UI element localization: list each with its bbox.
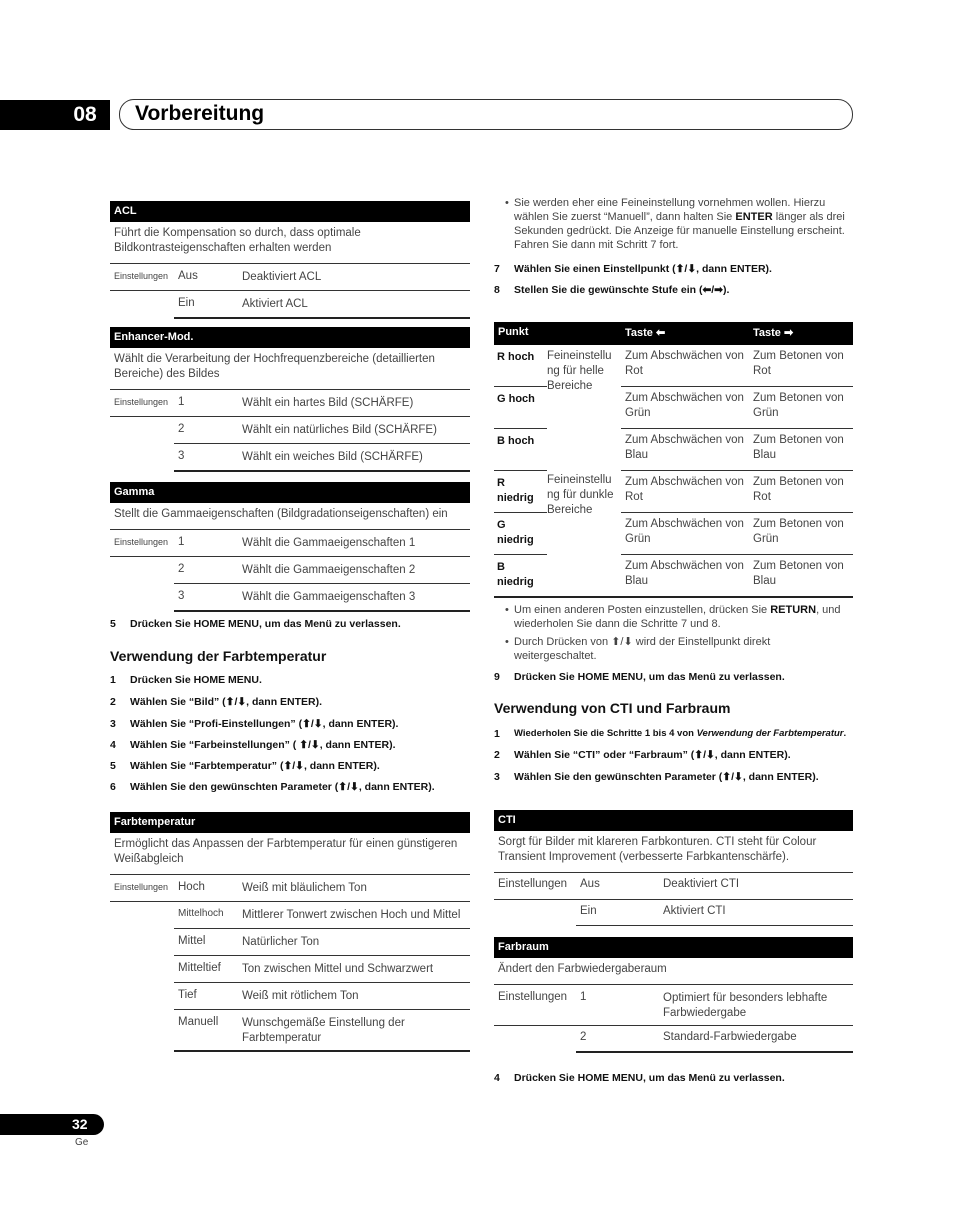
step-number: 3: [494, 771, 500, 783]
table-header: Gamma: [110, 482, 470, 503]
table-row: [494, 873, 853, 900]
language-code: Ge: [75, 1137, 89, 1148]
table-description: Führt die Kompensation so durch, dass optimale Bildkontrasteigenschaften erhalten werden: [110, 222, 470, 264]
farbraum-table: [494, 937, 853, 1053]
setting-description: Mittlerer Tonwert zwischen Hoch und Mittel: [242, 909, 461, 921]
column-header: Taste ⬅: [625, 327, 666, 339]
settings-label: Einstellungen: [498, 878, 568, 890]
setting-value: 1: [580, 991, 587, 1003]
cell: Zum Abschwächen von Blau: [625, 560, 744, 587]
row-key: B hoch: [497, 435, 535, 447]
step-text: Wählen Sie den gewünschten Parameter (⬆/⬇, dann ENTER).: [130, 781, 435, 793]
section-heading: Verwendung von CTI und Farbraum: [494, 700, 731, 716]
cell: Zum Betonen von Grün: [753, 518, 844, 545]
setting-value: 3: [178, 590, 185, 602]
cell: Zum Abschwächen von Rot: [625, 476, 744, 503]
settings-label: Einstellungen: [114, 271, 169, 281]
step-number: 5: [110, 760, 116, 772]
bullet-text: Sie werden eher eine Feineinstellung vornehmen wollen. Hierzu wählen Sie zuerst “Manuell”, dann halten Sie: [514, 197, 826, 223]
table-row: [174, 291, 470, 319]
step-text: Stellen Sie die gewünschte Stufe ein (⬅/➡).: [514, 284, 730, 296]
setting-description: Aktiviert ACL: [242, 298, 308, 310]
setting-value: Aus: [178, 270, 198, 282]
cell: Zum Betonen von Blau: [753, 434, 844, 461]
setting-value: 2: [580, 1031, 587, 1043]
setting-description: Weiß mit bläulichem Ton: [242, 882, 367, 894]
table-description: Stellt die Gammaeigenschaften (Bildgradationseigenschaften) ein: [110, 503, 470, 530]
step-number: 7: [494, 263, 500, 275]
farbtemperatur-table: [110, 812, 470, 1052]
cell: Zum Betonen von Rot: [753, 476, 844, 503]
table-row: [110, 530, 470, 557]
table-description: Ändert den Farbwiedergaberaum: [494, 958, 853, 985]
page-number-tab: [0, 1114, 104, 1135]
table-header: Farbraum: [494, 937, 853, 958]
setting-description: Aktiviert CTI: [663, 905, 726, 917]
setting-value: Tief: [178, 989, 197, 1001]
setting-description: Wählt ein weiches Bild (SCHÄRFE): [242, 451, 423, 463]
setting-description: Natürlicher Ton: [242, 936, 320, 948]
acl-table: [110, 201, 470, 319]
step-text: Wählen Sie “CTI” oder “Farbraum” (⬆/⬇, dann ENTER).: [514, 749, 791, 761]
setting-value: Ein: [178, 297, 195, 309]
setting-value: Ein: [580, 905, 597, 917]
step-number: 3: [110, 718, 116, 730]
table-header: CTI: [494, 810, 853, 831]
table-row: [576, 1026, 853, 1053]
step-number: 5: [110, 618, 116, 630]
step-text: Wählen Sie einen Einstellpunkt (⬆/⬇, dann ENTER).: [514, 263, 772, 275]
setting-value: 1: [178, 536, 185, 548]
table-description: Ermöglicht das Anpassen der Farbtemperatur für einen günstigeren Weißabgleich: [110, 833, 470, 875]
section-heading: Verwendung der Farbtemperatur: [110, 648, 327, 664]
row-key: R hoch: [497, 351, 535, 363]
step-text: Drücken Sie HOME MENU, um das Menü zu verlassen.: [514, 1072, 785, 1084]
step-number: 8: [494, 284, 500, 296]
step-text: Drücken Sie HOME MENU, um das Menü zu verlassen.: [130, 618, 401, 630]
setting-value: Mittel: [178, 935, 206, 947]
table-header: Farbtemperatur: [110, 812, 470, 833]
setting-description: Deaktiviert CTI: [663, 878, 740, 890]
enhancer-table: [110, 327, 470, 472]
setting-description: Standard-Farbwiedergabe: [663, 1031, 797, 1043]
gamma-table: [110, 482, 470, 612]
step-number: 1: [494, 728, 500, 740]
table-row: [174, 417, 470, 444]
setting-description: Weiß mit rötlichem Ton: [242, 990, 359, 1002]
setting-description: Wunschgemäße Einstellung der Farbtemperatur: [242, 1017, 405, 1044]
bullet-text: Durch Drücken von ⬆/⬇ wird der Einstellpunkt direkt weitergeschaltet.: [514, 636, 771, 662]
table-row: [174, 929, 470, 956]
step-text: Wählen Sie “Profi-Einstellungen” (⬆/⬇, dann ENTER).: [130, 718, 399, 730]
step-text: Wählen Sie “Bild” (⬆/⬇, dann ENTER).: [130, 696, 323, 708]
setting-description: Optimiert für besonders lebhafte Farbwiedergabe: [663, 992, 828, 1019]
settings-label: Einstellungen: [114, 397, 169, 407]
table-row: [576, 900, 853, 926]
setting-value: Manuell: [178, 1016, 219, 1028]
setting-value: Hoch: [178, 881, 205, 893]
step-text: Wählen Sie “Farbeinstellungen” ( ⬆/⬇, dann ENTER).: [130, 739, 396, 751]
step-number: 2: [494, 749, 500, 761]
table-row: [174, 983, 470, 1010]
setting-description: Ton zwischen Mittel und Schwarzwert: [242, 963, 434, 975]
setting-value: Mitteltief: [178, 962, 221, 974]
group-cell: Feineinstellu ng für dunkle Bereiche: [547, 470, 621, 594]
row-key: B niedrig: [497, 561, 534, 588]
bullet-bold: ENTER: [735, 211, 773, 223]
table-description: Sorgt für Bilder mit klareren Farbkonturen. CTI steht für Colour Transient Improvement (verbesserte Farbkantenschärfe).: [494, 831, 853, 873]
settings-label: Einstellungen: [114, 882, 169, 892]
step-text: Drücken Sie HOME MENU, um das Menü zu verlassen.: [514, 671, 785, 683]
step-text: Wiederholen Sie die Schritte 1 bis 4 von: [514, 728, 697, 739]
step-number: 2: [110, 696, 116, 708]
row-key: R niedrig: [497, 477, 534, 504]
setting-value: 2: [178, 563, 185, 575]
bullet-text: länger als drei Sekunden gedrückt. Die Anzeige für manuelle Einstellung erscheint. Fahren Sie dann mit Schritt 7 fort.: [514, 211, 845, 251]
setting-description: Wählt die Gammaeigenschaften 1: [242, 537, 416, 549]
setting-description: Wählt ein natürliches Bild (SCHÄRFE): [242, 424, 437, 436]
table-row: [174, 956, 470, 983]
step-number: 9: [494, 671, 500, 683]
step-text: Wählen Sie den gewünschten Parameter (⬆/⬇, dann ENTER).: [514, 771, 819, 783]
table-row: [174, 584, 470, 612]
table-row: [110, 875, 470, 902]
table-row: [174, 902, 470, 929]
row-key: G niedrig: [497, 519, 534, 546]
page-title: Vorbereitung: [135, 102, 265, 125]
step-text: Drücken Sie HOME MENU.: [130, 674, 262, 686]
setting-description: Wählt die Gammaeigenschaften 3: [242, 591, 416, 603]
setting-description: Wählt ein hartes Bild (SCHÄRFE): [242, 397, 414, 409]
settings-label: Einstellungen: [498, 991, 568, 1003]
cell: Zum Abschwächen von Grün: [625, 392, 744, 419]
step-text: Wählen Sie “Farbtemperatur” (⬆/⬇, dann ENTER).: [130, 760, 380, 772]
table-header: ACL: [110, 201, 470, 222]
group-cell: Feineinstellu ng für helle Bereiche: [547, 346, 621, 470]
table-header: Enhancer-Mod.: [110, 327, 470, 348]
rgb-adjust-table: [494, 322, 853, 598]
cell: Zum Abschwächen von Grün: [625, 518, 744, 545]
page-number: 32: [72, 1116, 88, 1132]
table-description: Wählt die Verarbeitung der Hochfrequenzbereiche (detaillierten Bereiche) des Bildes: [110, 348, 470, 390]
step-number: 6: [110, 781, 116, 793]
step-number: 4: [110, 739, 116, 751]
cell: Zum Abschwächen von Rot: [625, 350, 744, 377]
column-header: Punkt: [498, 326, 529, 338]
setting-description: Deaktiviert ACL: [242, 271, 322, 283]
chapter-number: 08: [73, 103, 97, 126]
settings-label: Einstellungen: [114, 537, 169, 547]
setting-value: 3: [178, 450, 185, 462]
row-key: G hoch: [497, 393, 535, 405]
setting-value: Aus: [580, 878, 600, 890]
cti-table: [494, 810, 853, 926]
cell: Zum Abschwächen von Blau: [625, 434, 744, 461]
cell: Zum Betonen von Blau: [753, 560, 844, 587]
step-text: .: [843, 728, 847, 739]
step-number: 1: [110, 674, 116, 686]
step-reference: Verwendung der Farbtemperatur: [696, 728, 844, 739]
cell: Zum Betonen von Grün: [753, 392, 844, 419]
bullet-bold: RETURN: [770, 604, 817, 616]
table-row: [494, 985, 853, 1026]
table-row: [174, 557, 470, 584]
setting-description: Wählt die Gammaeigenschaften 2: [242, 564, 416, 576]
table-row: [174, 1010, 470, 1052]
setting-value: Mittelhoch: [178, 908, 224, 919]
column-header: Taste ➡: [753, 327, 794, 339]
table-row: [110, 264, 470, 291]
table-row: [174, 444, 470, 472]
bullet-text: , und wiederholen Sie dann die Schritte 7 und 8.: [514, 604, 841, 630]
cell: Zum Betonen von Rot: [753, 350, 844, 377]
bullet-text: Um einen anderen Posten einzustellen, drücken Sie: [514, 604, 771, 616]
setting-value: 1: [178, 396, 185, 408]
setting-value: 2: [178, 423, 185, 435]
table-header: [494, 322, 853, 345]
step-number: 4: [494, 1072, 500, 1084]
table-row: [110, 390, 470, 417]
